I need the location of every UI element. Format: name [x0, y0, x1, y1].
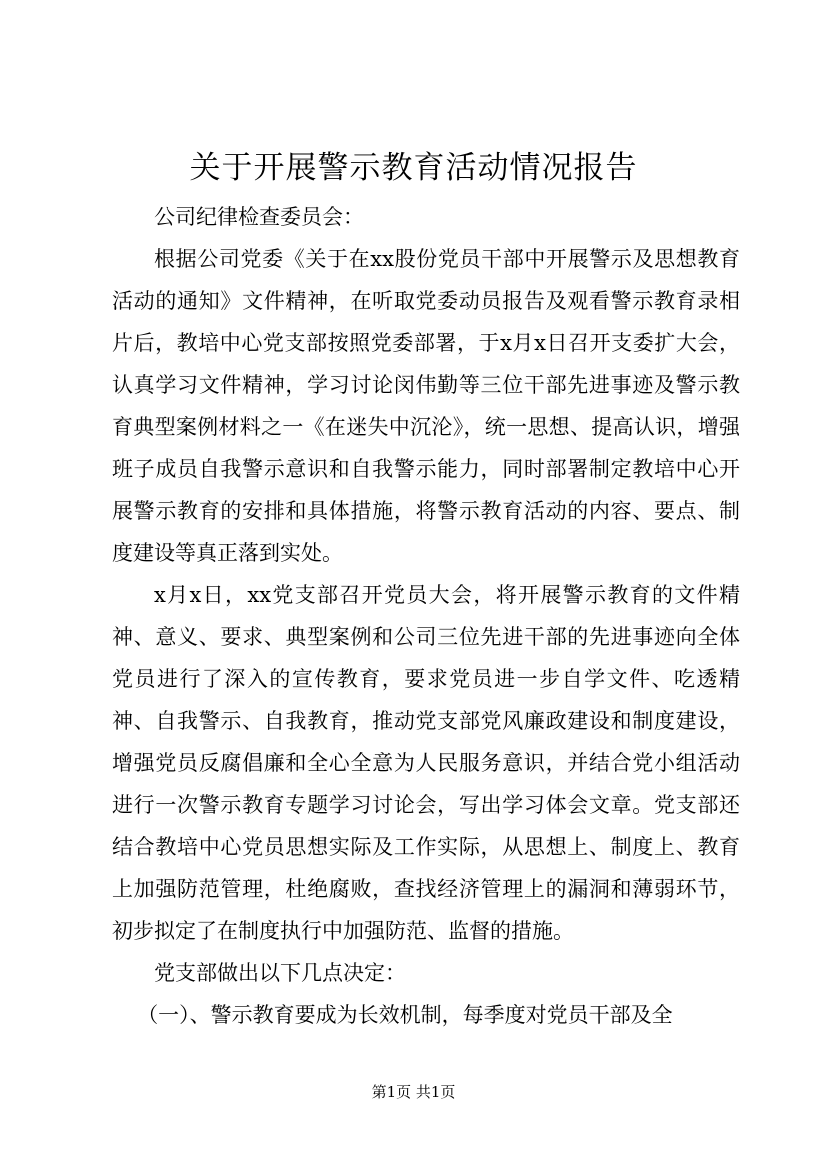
page-footer: 第1页 共1页: [371, 1083, 456, 1101]
paragraph-3: 党支部做出以下几点决定：: [154, 961, 406, 985]
document-title: 关于开展警示教育活动情况报告: [189, 150, 638, 186]
paragraph-2: x月x日，xx党支部召开党员大会，将开展警示教育的文件精神、意义、要求、典型案例和公司三位先进干部的先进事迹向全体党员进行了深入的宣传教育，要求党员进一步自学文件、吃透精神、自我警示、自我教育，推动党支部党风廉政建设和制度建设，增强党员反腐倡廉和全心全意为人民服务意识，并结合党小组活动进行一次警示教育专题学习讨论会，写出学习体会文章。党支部还结合教培中心党员思想实际及工作实际，从思想上、制度上、教育上加强防范管理，杜绝腐败，查找经济管理上的漏洞和薄弱环节，初步拟定了在制度执行中加强防范、监督的措施。: [112, 583, 740, 943]
paragraph-4: （一）、警示教育要成为长效机制，每季度对党员干部及全: [137, 1003, 673, 1027]
document-body: [112, 196, 740, 1036]
paragraph-1: 根据公司党委《关于在xx股份党员干部中开展警示及思想教育活动的通知》文件精神，在听取党委动员报告及观看警示教育录相片后，教培中心党支部按照党委部署，于x月x日召开支委扩大会，认真学习文件精神，学习讨论闵伟勤等三位干部先进事迹及警示教育典型案例材料之一《在迷失中沉沦》，统一思想、提高认识，增强班子成员自我警示意识和自我警示能力，同时部署制定教培中心开展警示教育的安排和具体措施，将警示教育活动的内容、要点、制度建设等真正落到实处。: [112, 247, 740, 565]
salutation: 公司纪律检查委员会：: [154, 205, 364, 229]
